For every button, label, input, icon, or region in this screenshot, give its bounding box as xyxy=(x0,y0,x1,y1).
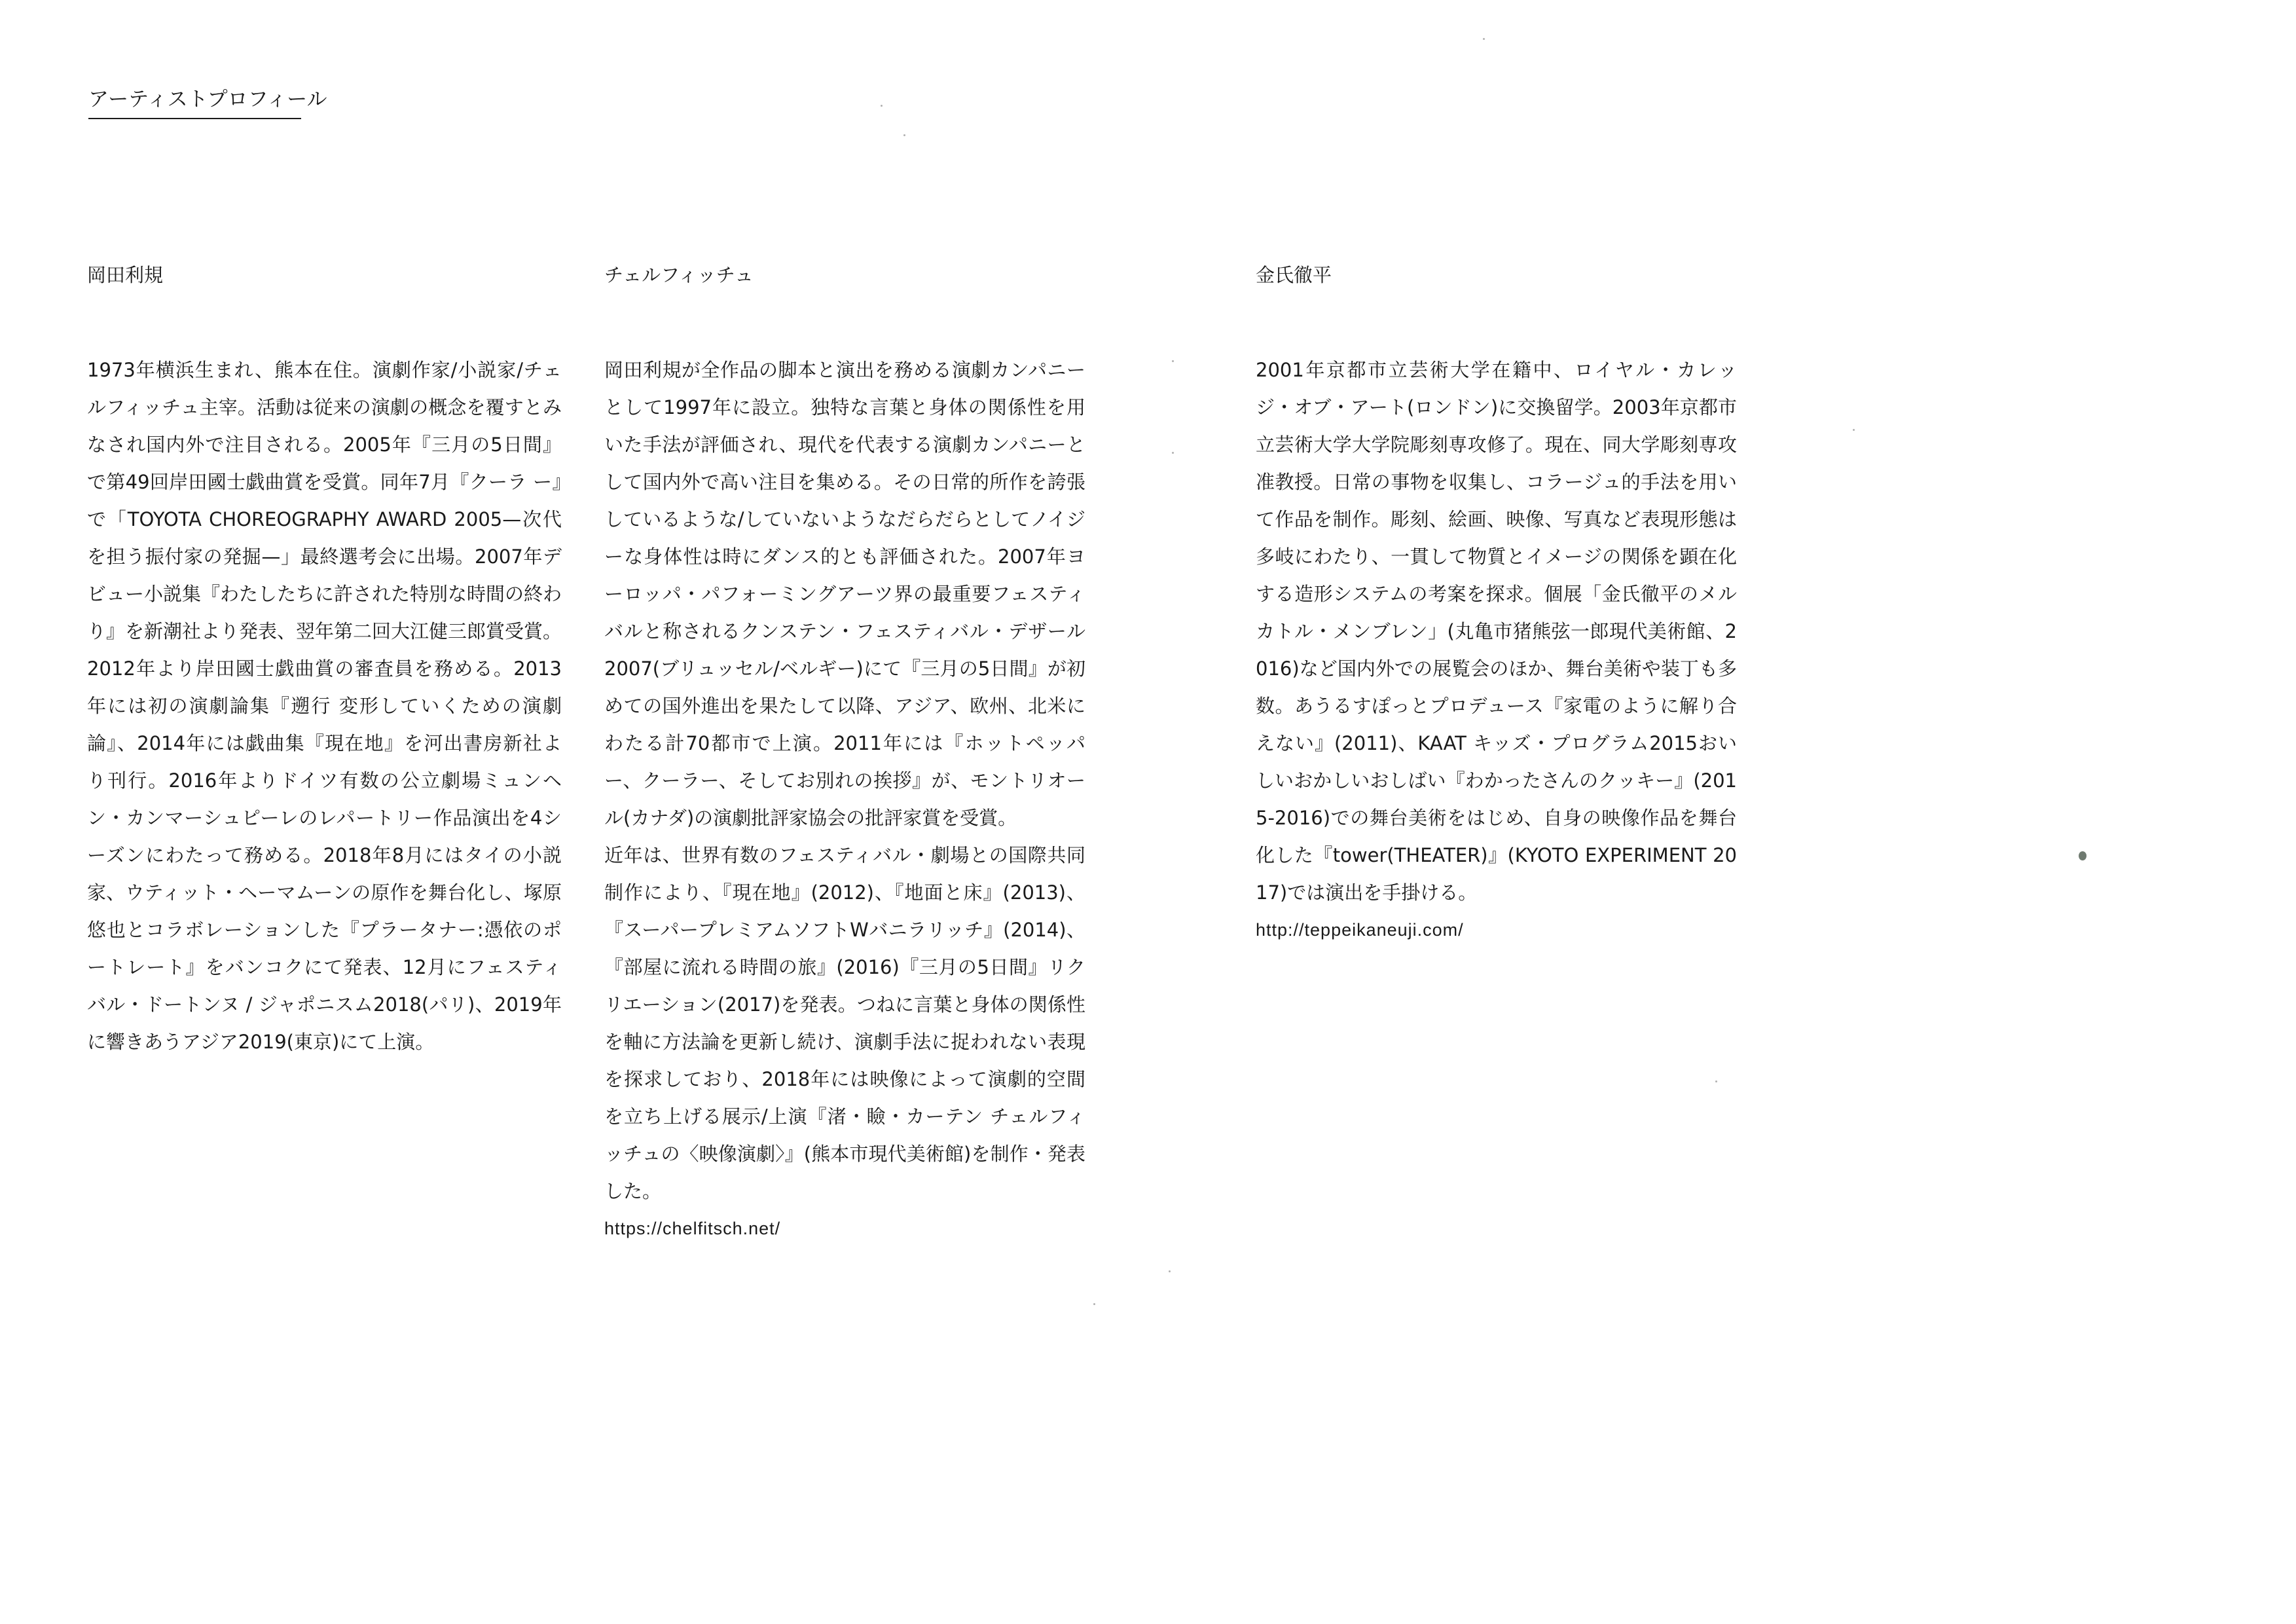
artist-bio-chelfitsch xyxy=(604,352,1085,1210)
artist-name-kaneuji: 金氏徹平 xyxy=(1256,264,1332,286)
scan-speck xyxy=(903,134,905,136)
artist-name-okada: 岡田利規 xyxy=(87,264,164,286)
scan-speck xyxy=(1093,1303,1095,1305)
scan-speck xyxy=(1715,1080,1717,1082)
scan-speck xyxy=(1483,38,1485,40)
artist-url-chelfitsch[interactable]: https://chelfitsch.net/ xyxy=(604,1219,781,1238)
scan-speck xyxy=(1172,452,1174,454)
artist-bio-kaneuji xyxy=(1256,352,1737,912)
profile-column-kaneuji xyxy=(1256,262,1737,949)
section-title-underline xyxy=(88,118,301,119)
profile-column-okada xyxy=(87,262,562,1061)
scan-speck xyxy=(2079,851,2086,860)
artist-name-chelfitsch: チェルフィッチュ xyxy=(604,264,754,286)
profile-column-chelfitsch xyxy=(604,262,1085,1247)
scan-speck xyxy=(1169,1270,1171,1272)
artist-bio-okada xyxy=(87,352,562,1061)
artist-bio-kaneuji-text: 2001年京都市立芸術大学在籍中、ロイヤル・カレッジ・オブ・アート(ロンドン)に交換留学。2003年京都市立芸術大学大学院彫刻専攻修了。現在、同大学彫刻専攻准教授。日常の事物を収集し、コラージュ的手法を用いて作品を制作。彫刻、絵画、映像、写真など表現形態は多岐にわたり、一貫して物質とイメージの関係を顕在化する造形システムの考案を探求。個展「金氏徹平のメルカトル・メンブレン」(丸亀市猪熊弦一郎現代美術館、2016)など国内外での展覧会のほか、舞台美術や装丁も多数。あうるすぽっとプロデュース『家電のように解り合えない』(2011)、KAAT キッズ・プログラム2015おいしいおかしいおしばい『わかったさんのクッキー』(2015-2016)での舞台美術をはじめ、自身の映像作品を舞台化した『tower(THEATER)』(KYOTO EXPERIMENT 2017)では演出を手掛ける。 xyxy=(1256,359,1737,904)
artist-bio-chelfitsch-p1: 岡田利規が全作品の脚本と演出を務める演劇カンパニーとして1997年に設立。独特な言葉と身体の関係性を用いた手法が評価され、現代を代表する演劇カンパニーとして国内外で高い注目を集める。その日常的所作を誇張しているような/していないようなだらだらとしてノイジーな身体性は時にダンス的とも評価された。2007年ヨーロッパ・パフォーミングアーツ界の最重要フェスティバルと称されるクンステン・フェスティバル・デザール2007(ブリュッセル/ベルギー)にて『三月の5日間』が初めての国外進出を果たして以降、アジア、欧州、北米にわたる計70都市で上演。2011年には『ホットペッパー、クーラー、そしてお別れの挨拶』が、モントリオール(カナダ)の演劇批評家協会の批評家賞を受賞。 xyxy=(604,359,1085,829)
scan-speck xyxy=(1172,360,1174,362)
artist-bio-chelfitsch-p2: 近年は、世界有数のフェスティバル・劇場との国際共同制作により、『現在地』(2012)、『地面と床』(2013)、『スーパープレミアムソフトWバニラリッチ』(2014)、『部屋に流れる時間の旅』(2016)『三月の5日間』リクリエーション(2017)を発表。つねに言葉と身体の関係性を軸に方法論を更新し続け、演劇手法に捉われない表現を探求しており、2018年には映像によって演劇的空間を立ち上げる展示/上演『渚・瞼・カーテン チェルフィッチュの〈映像演劇〉』(熊本市現代美術館)を制作・発表した。 xyxy=(604,844,1085,1202)
section-title: アーティストプロフィール xyxy=(88,88,327,111)
artist-url-kaneuji[interactable]: http://teppeikaneuji.com/ xyxy=(1256,920,1464,940)
artist-bio-okada-text: 1973年横浜生まれ、熊本在住。演劇作家/小説家/チェルフィッチュ主宰。活動は従来の演劇の概念を覆すとみなされ国内外で注目される。2005年『三月の5日間』で第49回岸田國士戯曲賞を受賞。同年7月『クーラ ー』で「TOYOTA CHOREOGRAPHY AWARD 2005—次代を担う振付家の発掘—」最終選考会に出場。2007年デビュー小説集『わたしたちに許された特別な時間の終わり』を新潮社より発表、翌年第二回大江健三郎賞受賞。2012年より岸田國士戯曲賞の審査員を務める。2013年には初の演劇論集『遡行 変形していくための演劇論』、2014年には戯曲集『現在地』を河出書房新社より刊行。2016年よりドイツ有数の公立劇場ミュンヘン・カンマーシュピーレのレパートリー作品演出を4シーズンにわたって務める。2018年8月にはタイの小説家、ウティット・ヘーマムーンの原作を舞台化し、塚原悠也とコラボレーションした『プラータナー:憑依のポートレート』をバンコクにて発表、12月にフェスティバル・ドートンヌ / ジャポニスム2018(パリ)、2019年に響きあうアジア2019(東京)にて上演。 xyxy=(87,359,562,1053)
scan-speck xyxy=(1853,429,1855,431)
scan-speck xyxy=(881,105,883,107)
